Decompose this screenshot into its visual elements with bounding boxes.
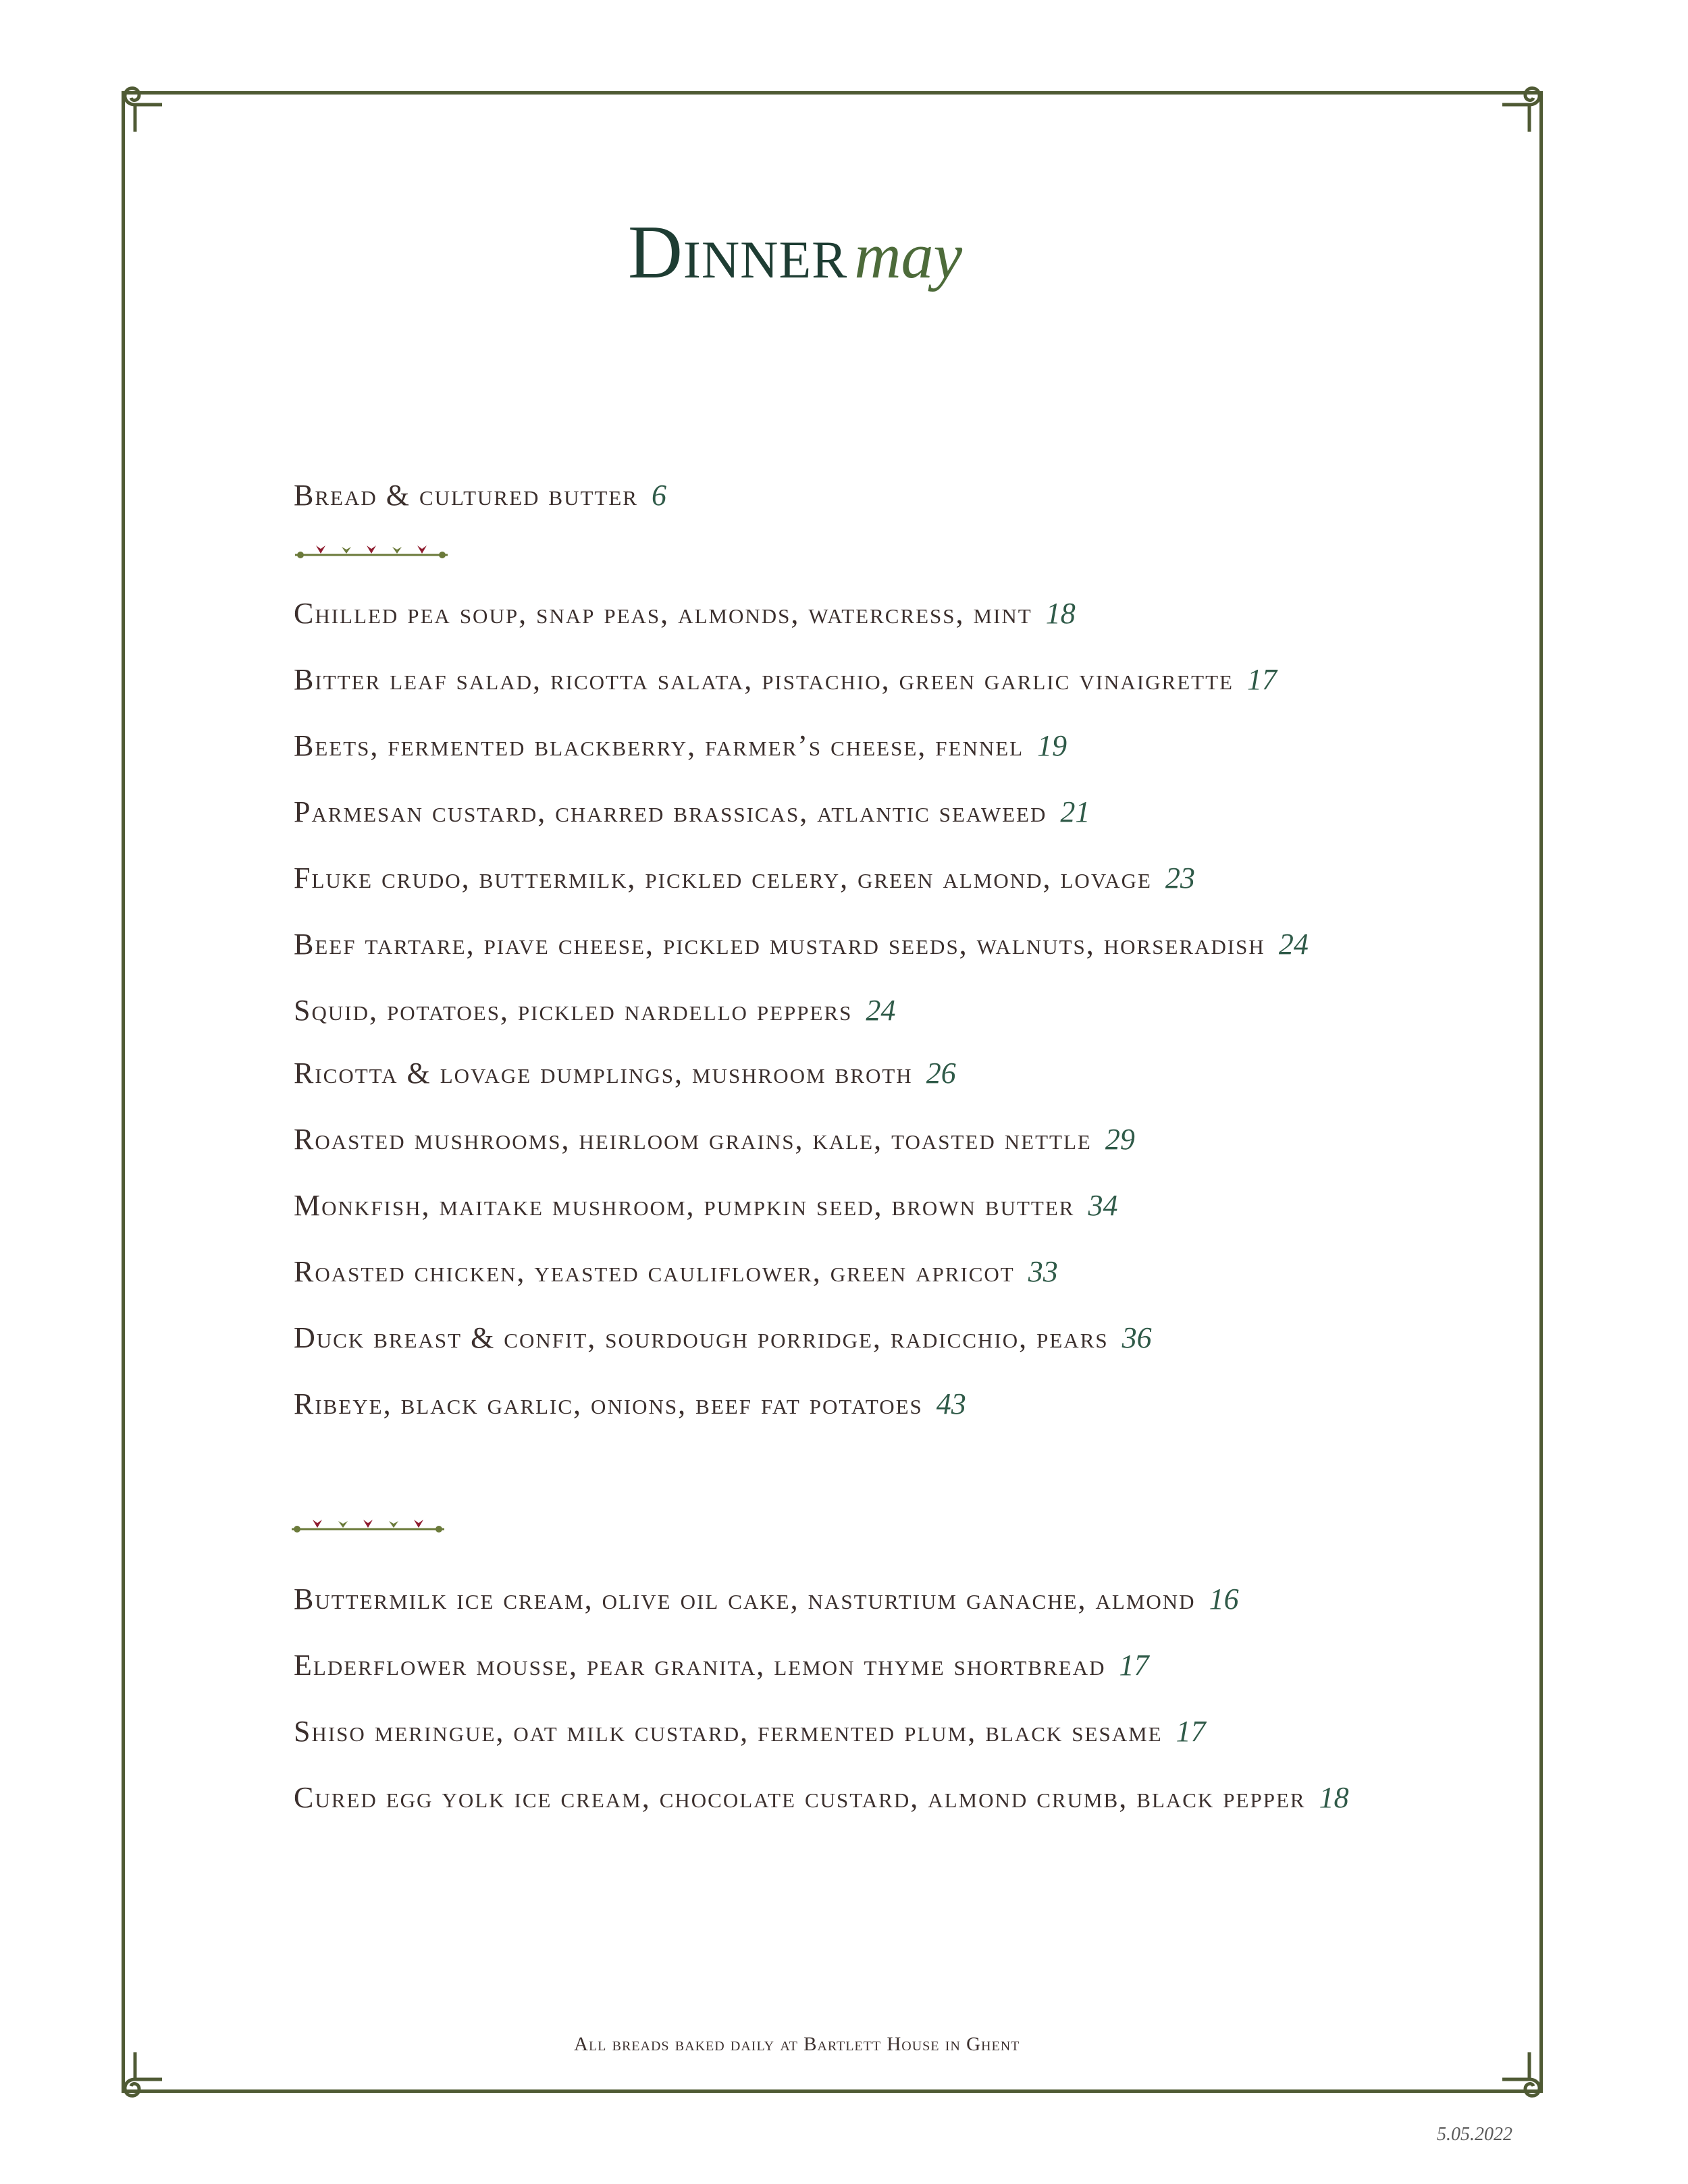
menu-item-name: Chilled pea soup, snap peas, almonds, watercress, mint <box>294 597 1032 630</box>
menu-item-name: Bitter leaf salad, ricotta salata, pistachio, green garlic vinaigrette <box>294 663 1234 696</box>
menu-item <box>294 996 895 1026</box>
menu-item <box>294 1125 1135 1154</box>
menu-item-price: 33 <box>1028 1255 1058 1288</box>
menu-item-name: Cured egg yolk ice cream, chocolate custard, almond crumb, black pepper <box>294 1781 1306 1814</box>
menu-item <box>294 1323 1152 1353</box>
menu-item-bread <box>294 481 666 510</box>
menu-item-name: Beef tartare, piave cheese, pickled mustard seeds, walnuts, horseradish <box>294 928 1265 961</box>
menu-item <box>294 1059 956 1088</box>
menu-item-price: 17 <box>1119 1649 1149 1682</box>
menu-item-name: Monkfish, maitake mushroom, pumpkin seed, brown butter <box>294 1189 1075 1222</box>
menu-item-price: 24 <box>866 994 896 1027</box>
corner-flourish-icon <box>1502 2052 1556 2106</box>
menu-item-name: Duck breast & confit, sourdough porridge, radicchio, pears <box>294 1321 1109 1354</box>
menu-item-price: 18 <box>1045 597 1076 630</box>
menu-item-dessert <box>294 1651 1149 1680</box>
menu-item-price: 26 <box>926 1057 956 1090</box>
menu-title-month: may <box>854 219 963 292</box>
menu-item-name: Beets, fermented blackberry, farmer’s cheese, fennel <box>294 729 1024 762</box>
menu-item-price: 21 <box>1060 795 1090 828</box>
menu-item <box>294 1389 966 1419</box>
menu-item-name: Parmesan custard, charred brassicas, atlantic seaweed <box>294 795 1047 828</box>
floral-divider-icon <box>294 540 449 563</box>
menu-item-price: 34 <box>1088 1189 1118 1222</box>
menu-item-price: 36 <box>1122 1321 1152 1354</box>
menu-item-name: Fluke crudo, buttermilk, pickled celery, green almond, lovage <box>294 861 1152 895</box>
menu-date: 5.05.2022 <box>1437 2124 1512 2145</box>
menu-item-name: Elderflower mousse, pear granita, lemon thyme shortbread <box>294 1649 1106 1682</box>
menu-item-price: 6 <box>652 479 666 512</box>
menu-item-dessert <box>294 1717 1206 1747</box>
footer-note: All breads baked daily at Bartlett House in Ghent <box>574 2033 1020 2055</box>
menu-item <box>294 665 1277 695</box>
menu-item-dessert <box>294 1584 1239 1614</box>
menu-item-name: Ribeye, black garlic, onions, beef fat potatoes <box>294 1387 923 1420</box>
menu-item-name: Squid, potatoes, pickled nardello peppers <box>294 994 853 1027</box>
menu-item-price: 29 <box>1105 1123 1135 1156</box>
menu-title <box>628 211 963 294</box>
corner-flourish-icon <box>108 78 162 132</box>
menu-title-main: Dinner <box>628 211 848 294</box>
menu-item <box>294 599 1076 629</box>
menu-item <box>294 863 1195 893</box>
menu-item-name: Roasted mushrooms, heirloom grains, kale, toasted nettle <box>294 1123 1092 1156</box>
corner-flourish-icon <box>1502 78 1556 132</box>
menu-item <box>294 930 1309 959</box>
menu-item-name: Buttermilk ice cream, olive oil cake, nasturtium ganache, almond <box>294 1582 1196 1616</box>
menu-item <box>294 1257 1058 1287</box>
menu-item-price: 16 <box>1209 1582 1239 1616</box>
menu-item-name: Shiso meringue, oat milk custard, fermented plum, black sesame <box>294 1715 1163 1748</box>
menu-item-price: 23 <box>1165 861 1195 895</box>
menu-item-price: 24 <box>1278 928 1309 961</box>
menu-item <box>294 1191 1117 1221</box>
menu-item <box>294 797 1090 827</box>
menu-item-name: Bread & cultured butter <box>294 479 638 512</box>
menu-item-name: Ricotta & lovage dumplings, mushroom broth <box>294 1057 913 1090</box>
menu-item-price: 17 <box>1246 663 1277 696</box>
menu-item-price: 43 <box>936 1387 966 1420</box>
menu-item-price: 17 <box>1176 1715 1206 1748</box>
menu-item-price: 18 <box>1319 1781 1349 1814</box>
menu-item <box>294 731 1067 761</box>
floral-divider-icon <box>290 1514 446 1537</box>
menu-item-price: 19 <box>1037 729 1067 762</box>
menu-item-name: Roasted chicken, yeasted cauliflower, green apricot <box>294 1255 1015 1288</box>
corner-flourish-icon <box>108 2052 162 2106</box>
menu-item-dessert <box>294 1783 1349 1813</box>
